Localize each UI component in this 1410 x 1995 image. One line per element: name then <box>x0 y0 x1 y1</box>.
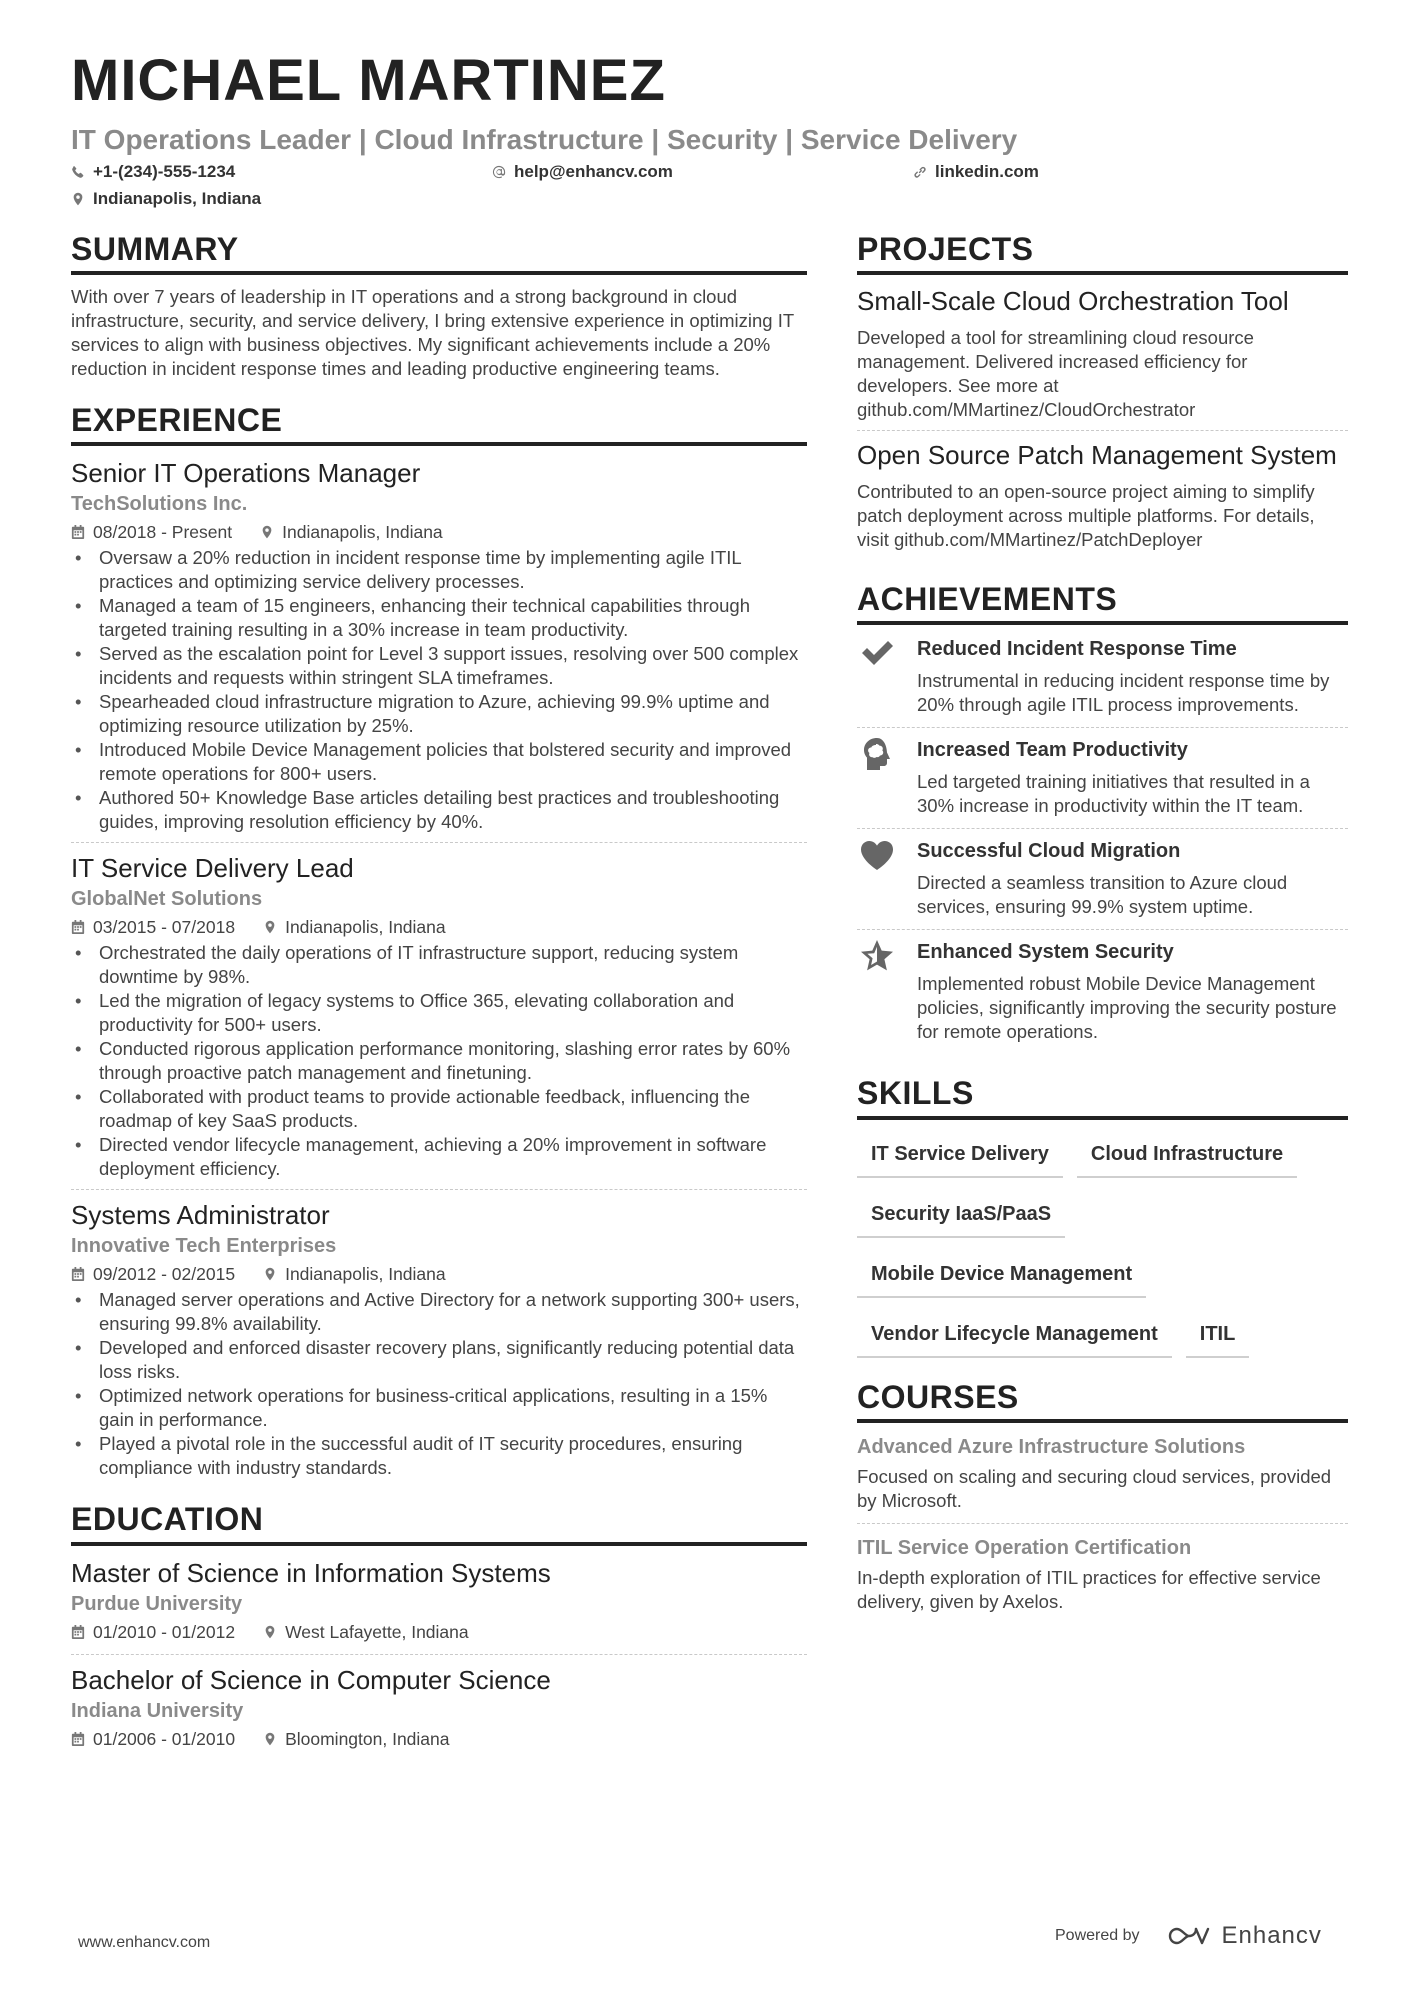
footer-website[interactable]: www.enhancv.com <box>78 1934 211 1951</box>
job-location <box>263 1260 446 1288</box>
right-column <box>857 232 1348 1646</box>
location-value: Indianapolis, Indiana <box>282 522 443 543</box>
bullet-item: • Served as the escalation point for Level 3 support issues, resolving over 500 complex incidents and requests within stringent SLA timeframes. <box>71 642 807 690</box>
bullet-item: • Authored 50+ Knowledge Base articles detailing best practices and troubleshooting guides, improving resolution efficiency by 40%. <box>71 786 807 834</box>
job-location <box>263 913 446 941</box>
job-title: Senior IT Operations Manager <box>71 458 421 489</box>
course-title: ITIL Service Operation Certification <box>857 1536 1192 1559</box>
skill-tag: ITIL <box>1186 1316 1250 1358</box>
skills-heading: SKILLS <box>857 1076 1348 1119</box>
dates-value: 01/2010 - 01/2012 <box>93 1621 236 1642</box>
left-column <box>71 232 807 1783</box>
location-pin-icon <box>263 920 277 934</box>
at-sign-icon <box>492 165 506 179</box>
courses-heading: COURSES <box>857 1380 1348 1423</box>
bullet-item: • Introduced Mobile Device Management policies that bolstered security and improved remote operations for 800+ users. <box>71 738 807 786</box>
summary-section <box>71 232 807 381</box>
calendar-icon <box>71 1267 85 1281</box>
link-icon <box>913 165 927 179</box>
courses-section <box>857 1380 1348 1624</box>
job-dates <box>71 913 235 941</box>
candidate-name: MICHAEL MARTINEZ <box>71 48 666 113</box>
location-pin-icon <box>71 192 85 206</box>
location-value: Indianapolis, Indiana <box>93 189 262 208</box>
email-value: help@enhancv.com <box>514 162 673 181</box>
job-location <box>260 518 443 546</box>
education-entry <box>71 1556 807 1655</box>
education-section <box>71 1502 807 1760</box>
bullet-item: • Managed server operations and Active Directory for a network supporting 300+ users, ensuring 99.8% availability. <box>71 1288 807 1336</box>
course-entry <box>857 1433 1348 1524</box>
job-bullets <box>71 546 807 834</box>
head-brain-icon <box>859 736 895 772</box>
calendar-icon <box>71 1732 85 1746</box>
dates-value: 09/2012 - 02/2015 <box>93 1264 236 1285</box>
job-meta <box>71 518 807 546</box>
location-value: Bloomington, Indiana <box>285 1728 450 1749</box>
achievement-title: Successful Cloud Migration <box>917 840 1181 863</box>
achievement-text: Led targeted training initiatives that resulted in a 30% increase in productivity within the IT team. <box>917 771 1310 817</box>
achievement-body <box>917 938 1348 1044</box>
contact-location <box>71 189 261 209</box>
experience-entry <box>71 851 807 1190</box>
skills-list <box>857 1130 1348 1358</box>
achievement-title: Increased Team Productivity <box>917 739 1188 762</box>
dates-value: 03/2015 - 07/2018 <box>93 917 236 938</box>
phone-icon <box>71 165 85 179</box>
summary-text: With over 7 years of leadership in IT operations and a strong background in cloud infrastructure, security, and service delivery, I bring extensive experience in optimizing IT services to align with business objectives. My significant achievements include a 20% reduction in incident response times and leading productive engineering teams. <box>71 286 794 380</box>
achievement-body <box>917 635 1348 717</box>
dates-value: 08/2018 - Present <box>93 522 233 543</box>
achievement-text: Implemented robust Mobile Device Management policies, significantly improving the security posture for remote operations. <box>917 973 1337 1043</box>
project-description: Contributed to an open-source project aiming to simplify patch deployment across multiple platforms. For details, visit github.com/MMartinez/PatchDeployer <box>857 481 1315 551</box>
contact-linkedin[interactable] <box>913 162 1039 182</box>
enhancv-logo-icon <box>1166 1924 1212 1948</box>
skill-tag: Cloud Infrastructure <box>1077 1136 1297 1178</box>
bullet-item: • Directed vendor lifecycle management, achieving a 20% improvement in software deployment efficiency. <box>71 1133 807 1181</box>
skills-section <box>857 1076 1348 1357</box>
job-dates <box>71 518 232 546</box>
job-bullets <box>71 941 807 1181</box>
footer-branding[interactable] <box>1055 1922 1322 1950</box>
projects-heading: PROJECTS <box>857 232 1348 275</box>
linkedin-value: linkedin.com <box>935 162 1039 181</box>
achievement-icon-wrap <box>857 938 917 1044</box>
company-name: TechSolutions Inc. <box>71 493 248 516</box>
education-location <box>263 1725 449 1753</box>
project-title: Open Source Patch Management System <box>857 440 1337 471</box>
skill-tag: Mobile Device Management <box>857 1256 1146 1298</box>
skill-tag: Vendor Lifecycle Management <box>857 1316 1172 1358</box>
education-heading: EDUCATION <box>71 1502 807 1545</box>
job-meta <box>71 913 807 941</box>
bullet-item: • Orchestrated the daily operations of IT infrastructure support, reducing system downtime by 98%. <box>71 941 807 989</box>
calendar-icon <box>71 525 85 539</box>
achievement-title: Reduced Incident Response Time <box>917 638 1237 661</box>
bullet-item: • Managed a team of 15 engineers, enhancing their technical capabilities through targeted training resulting in a 30% increase in team productivity. <box>71 594 807 642</box>
location-pin-icon <box>260 525 274 539</box>
job-dates <box>71 1260 235 1288</box>
course-entry <box>857 1534 1348 1624</box>
achievement-icon-wrap <box>857 837 917 919</box>
education-entry <box>71 1663 807 1761</box>
education-dates <box>71 1725 235 1753</box>
headline: IT Operations Leader | Cloud Infrastructure | Security | Service Delivery <box>71 124 1018 155</box>
achievement-entry <box>857 829 1348 930</box>
school-name: Indiana University <box>71 1699 244 1722</box>
achievement-text: Directed a seamless transition to Azure cloud services, ensuring 99.9% system uptime. <box>917 872 1288 918</box>
company-name: Innovative Tech Enterprises <box>71 1235 337 1258</box>
achievement-icon-wrap <box>857 736 917 818</box>
calendar-icon <box>71 1625 85 1639</box>
powered-by-label: Powered by <box>1055 1927 1140 1944</box>
location-value: Indianapolis, Indiana <box>285 1264 446 1285</box>
education-dates <box>71 1618 235 1646</box>
star-icon <box>859 938 895 974</box>
experience-section <box>71 403 807 1488</box>
bullet-item: • Developed and enforced disaster recovery plans, significantly reducing potential data loss risks. <box>71 1336 807 1384</box>
bullet-item: • Oversaw a 20% reduction in incident response time by implementing agile ITIL practices and optimizing service delivery processes. <box>71 546 807 594</box>
course-title: Advanced Azure Infrastructure Solutions <box>857 1435 1246 1458</box>
bullet-item: • Spearheaded cloud infrastructure migration to Azure, achieving 99.9% uptime and optimizing resource utilization by 25%. <box>71 690 807 738</box>
checkmark-icon <box>859 635 895 671</box>
project-title: Small-Scale Cloud Orchestration Tool <box>857 286 1289 317</box>
bullet-item: • Led the migration of legacy systems to Office 365, elevating collaboration and productivity for 500+ users. <box>71 989 807 1037</box>
course-description: In-depth exploration of ITIL practices for effective service delivery, given by Axelos. <box>857 1566 1321 1612</box>
course-description: Focused on scaling and securing cloud services, provided by Microsoft. <box>857 1465 1332 1511</box>
dates-value: 01/2006 - 01/2010 <box>93 1728 236 1749</box>
achievement-title: Enhanced System Security <box>917 941 1174 964</box>
achievement-icon-wrap <box>857 635 917 717</box>
degree-title: Master of Science in Information Systems <box>71 1557 551 1588</box>
achievement-body <box>917 736 1348 818</box>
job-title: IT Service Delivery Lead <box>71 853 354 884</box>
degree-title: Bachelor of Science in Computer Science <box>71 1664 551 1695</box>
skill-tag: IT Service Delivery <box>857 1136 1063 1178</box>
job-title: Systems Administrator <box>71 1200 330 1231</box>
achievement-body <box>917 837 1348 919</box>
brand-logo <box>1166 1922 1322 1950</box>
contact-phone[interactable] <box>71 162 235 182</box>
achievement-entry <box>857 728 1348 829</box>
achievement-text: Instrumental in reducing incident response time by 20% through agile ITIL process improvements. <box>917 670 1330 716</box>
job-bullets <box>71 1288 807 1480</box>
achievement-entry <box>857 930 1348 1054</box>
bullet-item: • Collaborated with product teams to provide actionable feedback, influencing the roadmap of key SaaS products. <box>71 1085 807 1133</box>
location-value: Indianapolis, Indiana <box>285 917 446 938</box>
contact-email[interactable] <box>492 162 673 182</box>
location-value: West Lafayette, Indiana <box>285 1621 469 1642</box>
experience-entry <box>71 456 807 843</box>
achievements-section <box>857 582 1348 1054</box>
education-location <box>263 1618 469 1646</box>
education-meta <box>71 1618 807 1646</box>
heart-icon <box>859 837 895 873</box>
bullet-item: • Optimized network operations for business-critical applications, resulting in a 15% gain in performance. <box>71 1384 807 1432</box>
bullet-item: • Played a pivotal role in the successful audit of IT security procedures, ensuring compliance with industry standards. <box>71 1432 807 1480</box>
company-name: GlobalNet Solutions <box>71 888 263 911</box>
calendar-icon <box>71 920 85 934</box>
project-description: Developed a tool for streamlining cloud resource management. Delivered increased efficiency for developers. See more at github.com/MMartinez/CloudOrchestrator <box>857 327 1254 421</box>
location-pin-icon <box>263 1732 277 1746</box>
project-entry <box>857 439 1348 560</box>
location-pin-icon <box>263 1267 277 1281</box>
project-entry <box>857 285 1348 431</box>
bullet-item: • Conducted rigorous application performance monitoring, slashing error rates by 60% through proactive patch management and finetuning. <box>71 1037 807 1085</box>
location-pin-icon <box>263 1625 277 1639</box>
phone-value: +1-(234)-555-1234 <box>93 162 236 181</box>
achievements-heading: ACHIEVEMENTS <box>857 582 1348 625</box>
experience-heading: EXPERIENCE <box>71 403 807 446</box>
achievement-entry <box>857 627 1348 728</box>
projects-section <box>857 232 1348 560</box>
summary-heading: SUMMARY <box>71 232 807 275</box>
education-meta <box>71 1725 807 1753</box>
brand-name: Enhancv <box>1221 1922 1322 1949</box>
school-name: Purdue University <box>71 1592 243 1615</box>
job-meta <box>71 1260 807 1288</box>
skill-tag: Security IaaS/PaaS <box>857 1196 1065 1238</box>
experience-entry <box>71 1198 807 1488</box>
